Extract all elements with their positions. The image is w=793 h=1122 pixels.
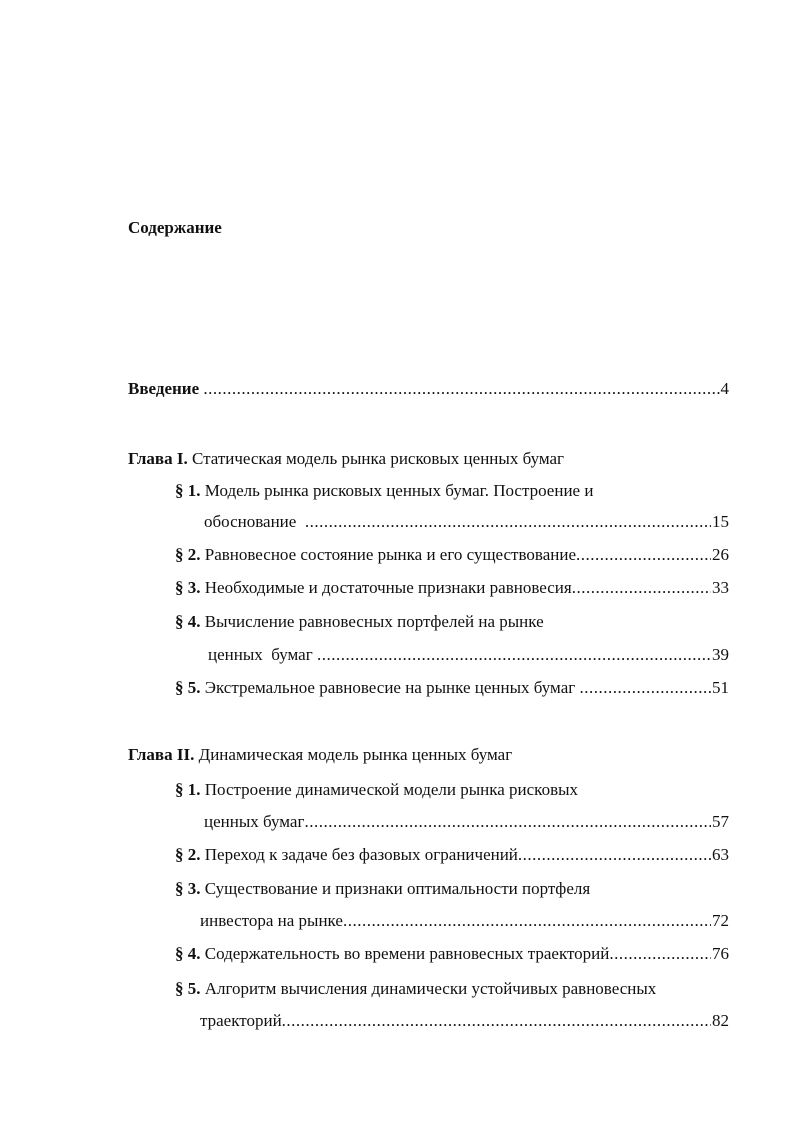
section-2-2[interactable] xyxy=(175,845,729,865)
section-num: § 4. xyxy=(175,944,201,963)
section-1-4[interactable] xyxy=(175,611,544,633)
section-title: Экстремальное равновесие на рынке ценных бумаг xyxy=(204,678,576,697)
section-title: Необходимые и достаточные признаки равновесия xyxy=(204,578,572,597)
section-num: § 5. xyxy=(175,979,201,998)
dot-leader xyxy=(282,1011,711,1031)
section-1-4-cont[interactable] xyxy=(208,645,729,665)
section-title-cont: ценных бумаг xyxy=(208,645,313,664)
chapter-title: Статическая модель рынка рисковых ценных бумаг xyxy=(191,449,565,468)
section-1-1-cont[interactable] xyxy=(204,512,729,532)
page-number: 51 xyxy=(712,678,729,697)
section-title-cont: траекторий xyxy=(200,1011,282,1030)
section-title: Вычисление равновесных портфелей на рынке xyxy=(204,612,544,631)
section-title-cont: обоснование xyxy=(204,512,297,531)
chapter-label: Глава II. xyxy=(128,745,195,764)
page-number: 15 xyxy=(712,512,729,531)
section-2-4[interactable] xyxy=(175,944,729,964)
section-title: Равновесное состояние рынка и его существование xyxy=(204,545,576,564)
chapter-label: Глава I. xyxy=(128,449,188,468)
section-num: § 2. xyxy=(175,545,201,564)
page-number: 33 xyxy=(712,578,729,597)
section-title-cont: ценных бумаг xyxy=(204,812,305,831)
section-title-cont: инвестора на рынке xyxy=(200,911,343,930)
section-2-3[interactable] xyxy=(175,878,590,900)
dot-leader xyxy=(518,845,711,865)
page-number: 39 xyxy=(712,645,729,664)
section-num: § 3. xyxy=(175,879,201,898)
section-1-1[interactable] xyxy=(175,480,593,502)
section-1-2[interactable] xyxy=(175,545,729,565)
section-1-5[interactable] xyxy=(175,678,729,698)
page-number: 72 xyxy=(712,911,729,930)
page-number: 63 xyxy=(712,845,729,864)
toc-title: Содержание xyxy=(128,218,222,237)
chapter-2-heading xyxy=(128,744,512,766)
chapter-title: Динамическая модель рынка ценных бумаг xyxy=(198,745,513,764)
section-num: § 3. xyxy=(175,578,201,597)
section-title: Существование и признаки оптимальности портфеля xyxy=(204,879,591,898)
section-2-3-cont[interactable] xyxy=(200,911,729,931)
section-2-5[interactable] xyxy=(175,978,656,1000)
page-number: 4 xyxy=(720,379,729,398)
dot-leader xyxy=(305,512,711,532)
section-1-3[interactable] xyxy=(175,578,729,598)
section-2-1-cont[interactable] xyxy=(204,812,729,832)
dot-leader xyxy=(572,578,711,598)
page-number: 82 xyxy=(712,1011,729,1030)
section-num: § 5. xyxy=(175,678,201,697)
section-num: § 4. xyxy=(175,612,201,631)
section-num: § 1. xyxy=(175,481,201,500)
section-title: Содержательность во времени равновесных траекторий xyxy=(204,944,610,963)
chapter-1-heading xyxy=(128,448,564,470)
dot-leader xyxy=(317,645,711,665)
dot-leader xyxy=(609,944,711,964)
section-title: Алгоритм вычисления динамически устойчивых равновесных xyxy=(204,979,657,998)
page-number: 26 xyxy=(712,545,729,564)
dot-leader xyxy=(343,911,711,931)
section-num: § 2. xyxy=(175,845,201,864)
page-number: 76 xyxy=(712,944,729,963)
entry-label: Введение xyxy=(128,379,200,398)
section-title: Переход к задаче без фазовых ограничений xyxy=(204,845,518,864)
toc-entry-intro[interactable] xyxy=(128,379,729,399)
page-number: 57 xyxy=(712,812,729,831)
section-title: Построение динамической модели рынка рисковых xyxy=(204,780,579,799)
section-2-5-cont[interactable] xyxy=(200,1011,729,1031)
section-2-1[interactable] xyxy=(175,779,578,801)
dot-leader xyxy=(576,545,711,565)
section-title: Модель рынка рисковых ценных бумаг. Построение и xyxy=(204,481,594,500)
dot-leader xyxy=(203,379,719,399)
dot-leader xyxy=(304,812,711,832)
dot-leader xyxy=(579,678,711,698)
section-num: § 1. xyxy=(175,780,201,799)
